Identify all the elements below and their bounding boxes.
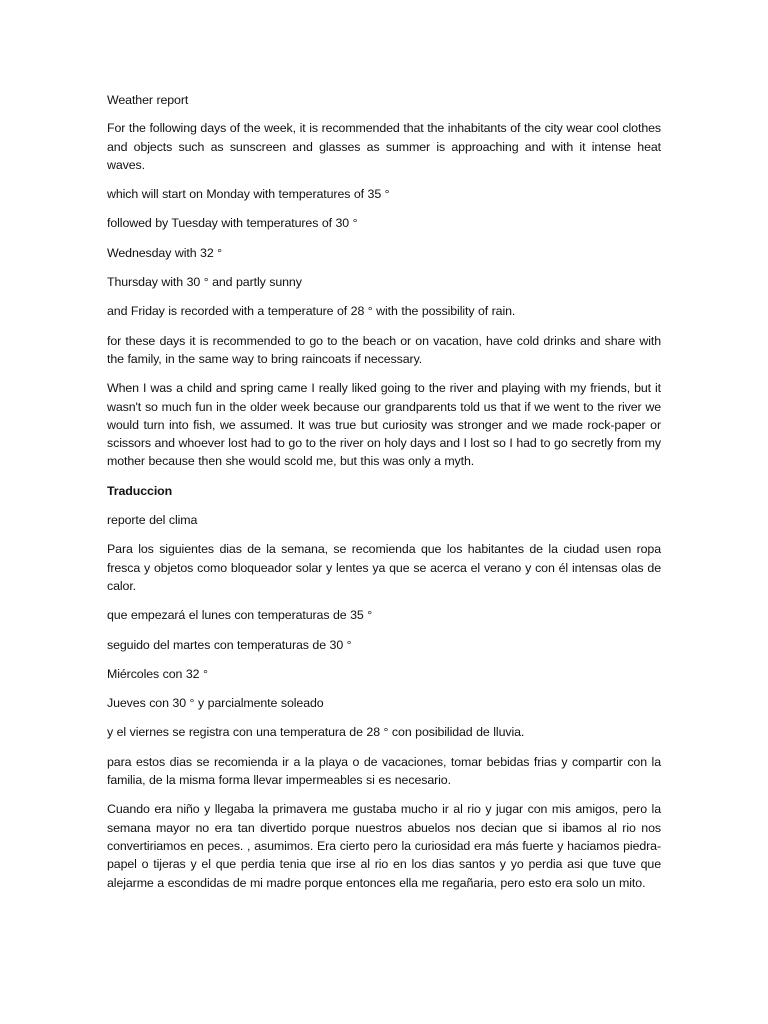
english-tuesday-line: followed by Tuesday with temperatures of 30 ° xyxy=(107,216,358,231)
english-advice-paragraph: for these days it is recommended to go to the beach or on vacation, have cold drinks and share with the family, in the same way to bring raincoats if necessary. xyxy=(107,333,661,366)
spanish-friday-line: y el viernes se registra con una temperatura de 28 ° con posibilidad de lluvia. xyxy=(107,725,525,740)
english-intro-paragraph: For the following days of the week, it is recommended that the inhabitants of the city wear cool clothes and objects such as sunscreen and glasses as summer is approaching and with it intense heat waves. xyxy=(107,121,661,172)
spanish-thursday-line: Jueves con 30 ° y parcialmente soleado xyxy=(107,696,324,711)
spanish-tuesday-line: seguido del martes con temperaturas de 30 ° xyxy=(107,637,352,652)
spanish-title: reporte del clima xyxy=(107,513,198,528)
spanish-wednesday-line: Miércoles con 32 ° xyxy=(107,666,208,681)
english-monday-line: which will start on Monday with temperatures of 35 ° xyxy=(107,187,390,202)
spanish-monday-line: que empezará el lunes con temperaturas de 35 ° xyxy=(107,608,373,623)
spanish-story-paragraph: Cuando era niño y llegaba la primavera me gustaba mucho ir al rio y jugar con mis amigos, pero la semana mayor no era tan divertido porque nuestros abuelos nos decian que si ibamos al rio nos convertiriamos en peces. , asumimos. Era cierto pero la curiosidad era más fuerte y haciamos piedra-papel o tijeras y el que perdia tenia que irse al rio en los dias santos y yo perdia asi que tuve que alejarme a escondidas de mi madre porque entonces ella me regañaria, pero esto era solo un mito. xyxy=(107,802,661,890)
english-thursday-line: Thursday with 30 ° and partly sunny xyxy=(107,275,302,290)
english-friday-line: and Friday is recorded with a temperature of 28 ° with the possibility of rain. xyxy=(107,304,516,319)
english-title: Weather report xyxy=(107,93,189,107)
english-story-paragraph: When I was a child and spring came I really liked going to the river and playing with my friends, but it wasn't so much fun in the older week because our grandparents told us that if we went to the river we would turn into fish, we assumed. It was true but curiosity was stronger and we made rock-paper or scissors and whoever lost had to go to the river on holy days and I lost so I had to go secretly from my mother because then she would scold me, but this was only a myth. xyxy=(107,381,661,469)
translation-heading: Traduccion xyxy=(107,483,173,498)
spanish-advice-paragraph: para estos dias se recomienda ir a la playa o de vacaciones, tomar bebidas frias y compartir con la familia, de la misma forma llevar impermeables si es necesario. xyxy=(107,754,661,788)
spanish-intro-paragraph: Para los siguientes dias de la semana, se recomienda que los habitantes de la ciudad usen ropa fresca y objetos como bloqueador solar y lentes ya que se acerca el verano y con él intensas olas de calor. xyxy=(107,542,661,593)
english-wednesday-line: Wednesday with 32 ° xyxy=(107,245,223,260)
document-page xyxy=(107,91,661,903)
